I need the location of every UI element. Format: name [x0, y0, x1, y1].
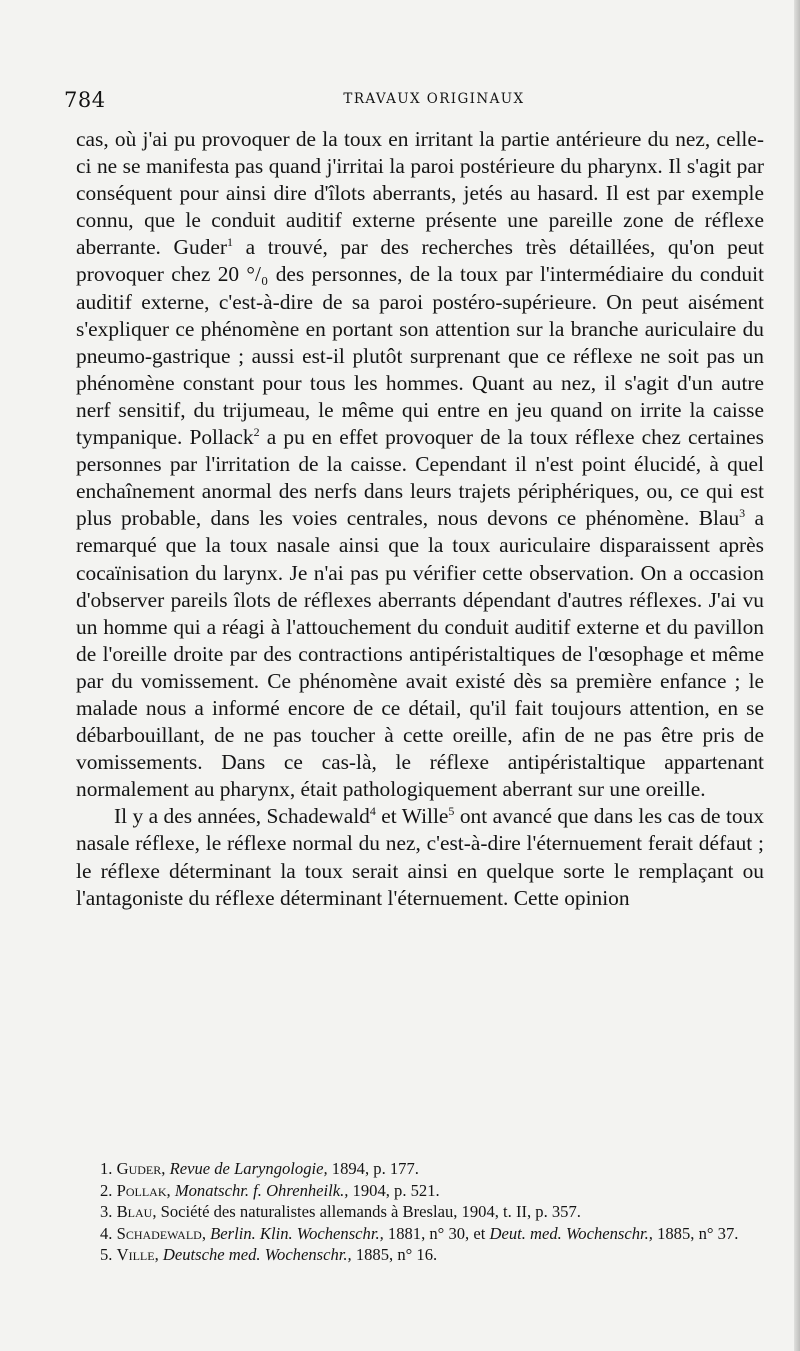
footnote-source: Monatschr. f. Ohrenheilk.,: [174, 1180, 349, 1200]
paragraph-1-part-b: a trouvé, par des recherches très détaillées, qu'on peut provoquer chez 20 °/₀ des personnes, de la toux par l'intermédiaire du conduit auditif externe, c'est-à-dire de sa paroi postéro-supérieure. On peut aisément s'expliquer ce phénomène en portant son attention sur la branche auriculaire du pneumo-gastrique ; aussi est-il plutôt surprenant que ce réflexe ne soit pas un phénomène constant pour tous les hommes. Quant au nez, il s'agit d'un autre nerf sensitif, du trijumeau, le même qui entre en jeu quand on irrite la caisse tympanique. Pollack: [76, 235, 764, 450]
page-header: [64, 88, 764, 120]
footnote-5: [78, 1244, 768, 1266]
footnote-number: 5.: [100, 1245, 113, 1265]
footnote-3: [78, 1201, 768, 1223]
footnote-ref-5: 5: [448, 804, 455, 819]
footnote-ref-2: 2: [253, 424, 260, 439]
paragraph-1: [76, 126, 764, 803]
footnote-author: Schadewald,: [116, 1223, 206, 1243]
footnote-source: Deutsche med. Wochenschr.,: [162, 1245, 352, 1265]
footnote-author: Blau,: [116, 1202, 157, 1222]
paragraph-2: [76, 803, 764, 911]
footnote-rest: 1885, n° 16.: [351, 1245, 438, 1265]
footnote-2: [78, 1180, 768, 1202]
footnote-source-2: Deut. med. Wochenschr.,: [489, 1223, 653, 1243]
footnote-number: 2.: [100, 1180, 113, 1200]
paragraph-1-part-d: a remarqué que la toux nasale ainsi que la toux auriculaire disparaissent après cocaïnisation du larynx. Je n'ai pas pu vérifier cette observation. On a occasion d'observer pareils îlots de réflexes aberrants dépendant d'autres réflexes. J'ai vu un homme qui a réagi à l'attouchement du conduit auditif externe et du pavillon de l'oreille droite par des contractions antipéristaltiques de l'œsophage et même par du vomissement. Ce phénomène avait existé dès sa première enfance ; le malade nous a informé encore de ce détail, qu'il fait toujours attention, en se débarbouillant, de ne pas toucher à cette oreille, afin de ne pas être pris de vomissements. Dans ce cas-là, le réflexe antipéristaltique appartenant normalement au pharynx, était pathologiquement aberrant sur une oreille.: [76, 506, 764, 802]
footnote-rest: Société des naturalistes allemands à Breslau, 1904, t. II, p. 357.: [156, 1202, 581, 1222]
footnote-ref-4: 4: [369, 804, 376, 819]
footnote-source: Revue de Laryngologie,: [169, 1159, 328, 1178]
footnote-4: [78, 1223, 768, 1245]
body-text: [76, 126, 764, 912]
footnote-number: 3.: [100, 1202, 113, 1222]
paragraph-2-part-c: ont avancé que dans les cas de toux nasale réflexe, le réflexe normal du nez, c'est-à-dire l'éternuement ferait défaut ; le réflexe déterminant la toux serait ainsi en quelque sorte le remplaçant ou l'antagoniste du réflexe déterminant l'éternuement. Cette opinion: [76, 804, 764, 910]
page-edge-shadow: [794, 0, 800, 1351]
footnote-rest: 1894, p. 177.: [327, 1159, 419, 1178]
footnote-ref-1: 1: [227, 235, 234, 250]
page-number: 784: [64, 88, 106, 112]
footnote-author: Guder,: [116, 1159, 166, 1178]
footnote-author: Pollak,: [116, 1180, 171, 1200]
footnote-rest: 1881, n° 30, et: [383, 1223, 490, 1243]
paragraph-2-part-a: Il y a des années, Schadewald: [114, 804, 370, 829]
footnote-author: Ville,: [116, 1245, 159, 1265]
footnote-ref-3: 3: [739, 506, 746, 521]
paragraph-1-part-c: a pu en effet provoquer de la toux réflexe chez certaines personnes par l'irritation de la caisse. Cependant il n'est point élucidé, à quel enchaînement anormal des nerfs dans leurs trajets périphériques, ou, ce qui est plus probable, dans les voies centrales, nous devons ce phénomène. Blau: [76, 425, 764, 531]
paragraph-2-part-b: et Wille: [375, 804, 449, 829]
footnote-number: 1.: [100, 1159, 113, 1178]
footnote-1: [78, 1158, 768, 1180]
footnote-number: 4.: [100, 1223, 113, 1243]
running-title: TRAVAUX ORIGINAUX: [343, 91, 525, 107]
footnotes: [78, 1158, 768, 1266]
footnote-rest: 1904, p. 521.: [348, 1180, 440, 1200]
footnote-source: Berlin. Klin. Wochenschr.,: [210, 1223, 384, 1243]
paragraph-1-part-a: cas, où j'ai pu provoquer de la toux en irritant la partie antérieure du nez, celle-ci ne se manifesta pas quand j'irritai la paroi postérieure du pharynx. Il s'agit par conséquent pour ainsi dire d'îlots aberrants, jetés au hasard. Il est par exemple connu, que le conduit auditif externe présente une pareille zone de réflexe aberrante. Guder: [76, 127, 764, 260]
footnote-rest-2: 1885, n° 37.: [652, 1223, 739, 1243]
